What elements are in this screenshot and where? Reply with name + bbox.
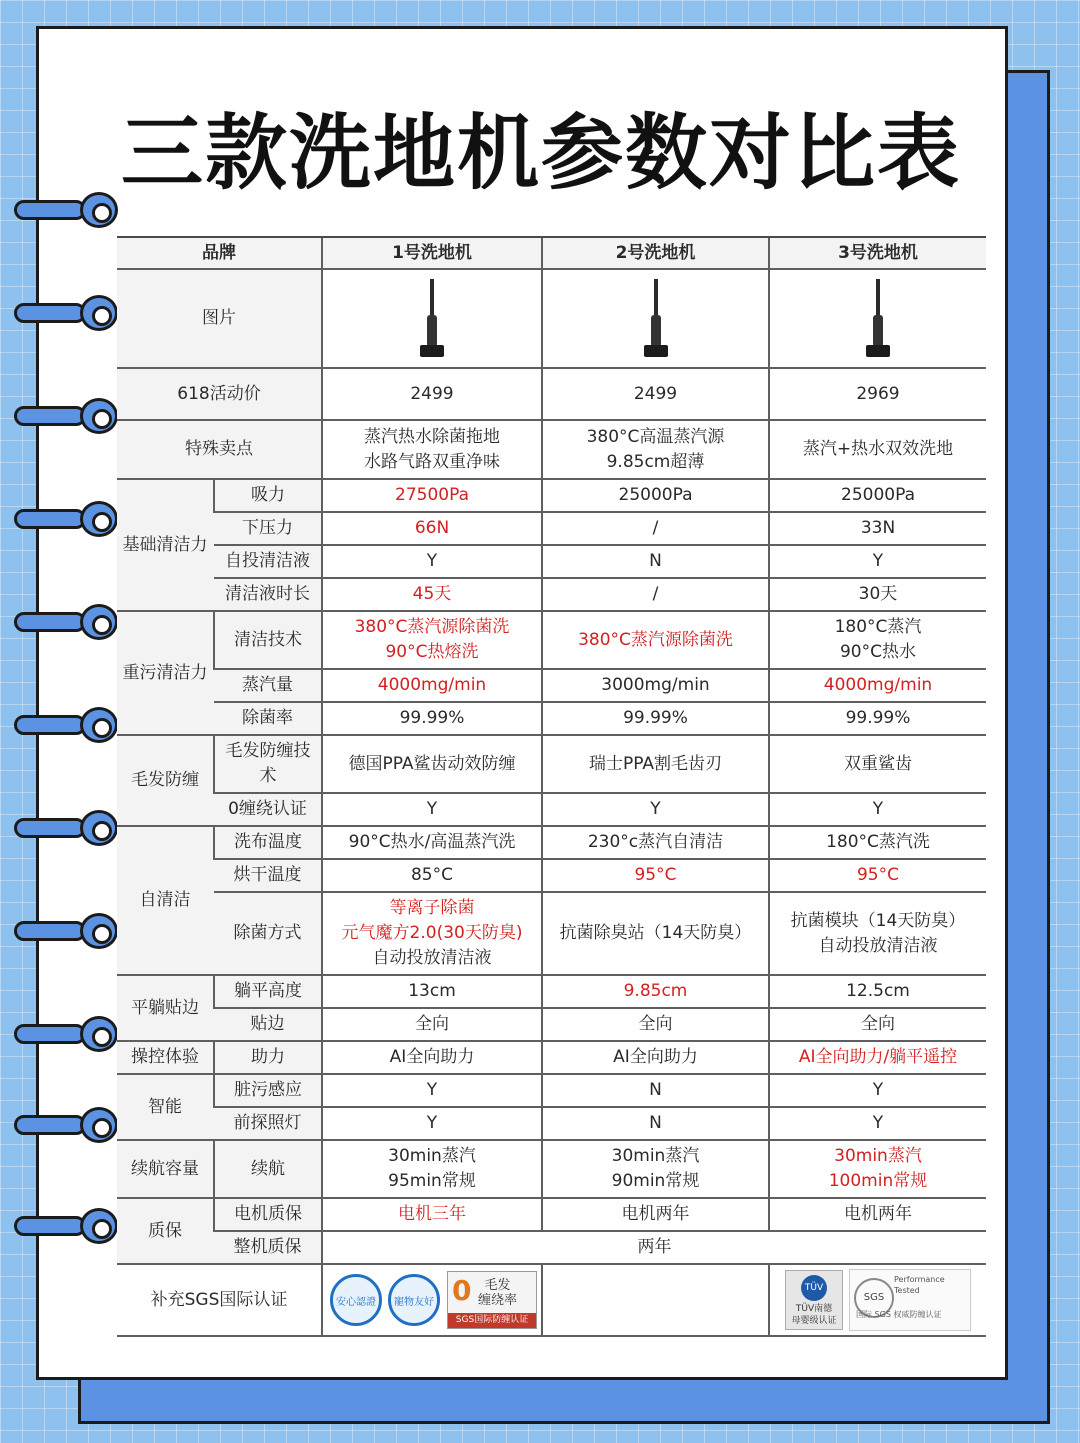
label-hair-anti: 毛发防缠技术 xyxy=(214,735,322,793)
flat-height-3: 12.5cm xyxy=(769,975,986,1008)
headlight-1: Y xyxy=(322,1107,542,1140)
dirt-sense-2: N xyxy=(542,1074,769,1107)
hair-anti-1: 德国PPA鲨齿动效防缠 xyxy=(322,735,542,793)
sgs-tangle-badge-icon: 0 毛发 缠绕率 SGS国际防缠认证 xyxy=(447,1271,537,1329)
label-fluid-time: 清洁液时长 xyxy=(214,578,322,611)
headlight-row xyxy=(117,1107,986,1140)
fluid-time-row xyxy=(117,578,986,611)
price-3: 2969 xyxy=(769,368,986,420)
tech-2: 380°C蒸汽源除菌洗 xyxy=(542,611,769,669)
pressure-1: 66N xyxy=(322,512,542,545)
steam-2: 3000mg/min xyxy=(542,669,769,702)
suction-3: 25000Pa xyxy=(769,479,986,512)
sterile-3: 99.99% xyxy=(769,702,986,735)
category-smart: 智能 xyxy=(117,1074,214,1140)
zero-tangle-row xyxy=(117,793,986,826)
selling-1: 蒸汽热水除菌拖地 水路气路双重净味 xyxy=(322,420,542,479)
battery-1: 30min蒸汽 95min常规 xyxy=(322,1140,542,1198)
wash-temp-2: 230°c蒸汽自清洁 xyxy=(542,826,769,859)
method-row xyxy=(117,892,986,975)
dry-temp-2: 95°C xyxy=(542,859,769,892)
wash-temp-row xyxy=(117,826,986,859)
category-warranty: 质保 xyxy=(117,1198,214,1264)
auto-fluid-3: Y xyxy=(769,545,986,578)
motor-warranty-2: 电机两年 xyxy=(542,1198,769,1231)
whole-warranty-row xyxy=(117,1231,986,1264)
pet-friendly-badge-icon: 寵物友好 xyxy=(388,1274,440,1326)
pressure-row xyxy=(117,512,986,545)
image-row xyxy=(117,269,986,368)
label-sterile: 除菌率 xyxy=(214,702,322,735)
product-image-3 xyxy=(769,269,986,368)
auto-fluid-row xyxy=(117,545,986,578)
headlight-2: N xyxy=(542,1107,769,1140)
row-label-image: 图片 xyxy=(117,269,322,368)
label-suction: 吸力 xyxy=(214,479,322,512)
steam-row xyxy=(117,669,986,702)
sterile-2: 99.99% xyxy=(542,702,769,735)
category-self-clean: 自清洁 xyxy=(117,826,214,975)
header-model-3: 3号洗地机 xyxy=(769,237,986,269)
zero-tangle-2: Y xyxy=(542,793,769,826)
category-control: 操控体验 xyxy=(117,1041,214,1074)
label-motor-warranty: 电机质保 xyxy=(214,1198,322,1231)
sterile-row xyxy=(117,702,986,735)
battery-2: 30min蒸汽 90min常规 xyxy=(542,1140,769,1198)
method-3: 抗菌模块（14天防臭） 自动投放清洁液 xyxy=(769,892,986,975)
flat-height-2: 9.85cm xyxy=(542,975,769,1008)
sgs-badges-2 xyxy=(542,1264,769,1336)
fluid-time-2: / xyxy=(542,578,769,611)
method-2: 抗菌除臭站（14天防臭） xyxy=(542,892,769,975)
edge-1: 全向 xyxy=(322,1008,542,1041)
sgs-row xyxy=(117,1264,986,1336)
suction-1: 27500Pa xyxy=(322,479,542,512)
headlight-3: Y xyxy=(769,1107,986,1140)
pressure-2: / xyxy=(542,512,769,545)
steam-3: 4000mg/min xyxy=(769,669,986,702)
dry-temp-row xyxy=(117,859,986,892)
price-2: 2499 xyxy=(542,368,769,420)
assist-3: AI全向助力/躺平遥控 xyxy=(769,1041,986,1074)
label-auto-fluid: 自投清洁液 xyxy=(214,545,322,578)
price-1: 2499 xyxy=(322,368,542,420)
category-flat: 平躺贴边 xyxy=(117,975,214,1041)
zero-tangle-3: Y xyxy=(769,793,986,826)
binder-ring xyxy=(14,1107,106,1143)
hair-anti-2: 瑞士PPA割毛齿刃 xyxy=(542,735,769,793)
sgs-badges-1 xyxy=(322,1264,542,1336)
wash-temp-3: 180°C蒸汽洗 xyxy=(769,826,986,859)
zero-tangle-1: Y xyxy=(322,793,542,826)
label-pressure: 下压力 xyxy=(214,512,322,545)
auto-fluid-2: N xyxy=(542,545,769,578)
binder-ring xyxy=(14,398,106,434)
flat-height-1: 13cm xyxy=(322,975,542,1008)
product-image-2 xyxy=(542,269,769,368)
suction-row xyxy=(117,479,986,512)
page-title: 三款洗地机参数对比表 xyxy=(120,106,961,201)
wash-temp-1: 90°C热水/高温蒸汽洗 xyxy=(322,826,542,859)
category-battery: 续航容量 xyxy=(117,1140,214,1198)
label-wash-temp: 洗布温度 xyxy=(214,826,322,859)
hair-anti-row xyxy=(117,735,986,793)
dirt-sense-3: Y xyxy=(769,1074,986,1107)
binder-ring xyxy=(14,707,106,743)
edge-3: 全向 xyxy=(769,1008,986,1041)
comparison-table xyxy=(117,236,986,1337)
label-steam: 蒸汽量 xyxy=(214,669,322,702)
selling-3: 蒸汽+热水双效洗地 xyxy=(769,420,986,479)
label-headlight: 前探照灯 xyxy=(214,1107,322,1140)
header-brand: 品牌 xyxy=(117,237,322,269)
hair-anti-3: 双重鲨齿 xyxy=(769,735,986,793)
edge-2: 全向 xyxy=(542,1008,769,1041)
label-method: 除菌方式 xyxy=(214,892,322,975)
sgs-performance-badge-icon: SGS Performance Tested 国际 SGS 权威防缠认证 xyxy=(849,1269,971,1331)
price-row xyxy=(117,368,986,420)
selling-2: 380°C高温蒸汽源 9.85cm超薄 xyxy=(542,420,769,479)
tech-1: 380°C蒸汽源除菌洗 90°C热熔洗 xyxy=(322,611,542,669)
binder-ring xyxy=(14,501,106,537)
binder-ring xyxy=(14,1016,106,1052)
sgs-badges-3 xyxy=(769,1264,986,1336)
label-dry-temp: 烘干温度 xyxy=(214,859,322,892)
category-heavy: 重污清洁力 xyxy=(117,611,214,735)
assist-1: AI全向助力 xyxy=(322,1041,542,1074)
dirt-sense-row xyxy=(117,1074,986,1107)
category-basic: 基础清洁力 xyxy=(117,479,214,611)
whole-warranty-value: 两年 xyxy=(322,1231,986,1264)
steam-1: 4000mg/min xyxy=(322,669,542,702)
row-label-price: 618活动价 xyxy=(117,368,322,420)
tech-3: 180°C蒸汽 90°C热水 xyxy=(769,611,986,669)
flat-height-row xyxy=(117,975,986,1008)
label-zero-tangle: 0缠绕认证 xyxy=(214,793,322,826)
dry-temp-3: 95°C xyxy=(769,859,986,892)
binder-ring xyxy=(14,604,106,640)
tuv-badge-icon: TÜV TÜV南德 母婴级认证 xyxy=(785,1270,843,1330)
motor-warranty-row xyxy=(117,1198,986,1231)
fluid-time-3: 30天 xyxy=(769,578,986,611)
label-battery: 续航 xyxy=(214,1140,322,1198)
sterile-1: 99.99% xyxy=(322,702,542,735)
motor-warranty-3: 电机两年 xyxy=(769,1198,986,1231)
battery-3: 30min蒸汽 100min常规 xyxy=(769,1140,986,1198)
row-label-selling: 特殊卖点 xyxy=(117,420,322,479)
fluid-time-1: 45天 xyxy=(322,578,542,611)
selling-row xyxy=(117,420,986,479)
dirt-sense-1: Y xyxy=(322,1074,542,1107)
header-model-1: 1号洗地机 xyxy=(322,237,542,269)
label-tech: 清洁技术 xyxy=(214,611,322,669)
suction-2: 25000Pa xyxy=(542,479,769,512)
pressure-3: 33N xyxy=(769,512,986,545)
binder-ring xyxy=(14,913,106,949)
auto-fluid-1: Y xyxy=(322,545,542,578)
label-edge: 贴边 xyxy=(214,1008,322,1041)
binder-ring xyxy=(14,810,106,846)
method-1: 等离子除菌 元气魔方2.0(30天防臭) 自动投放清洁液 xyxy=(322,892,542,975)
edge-row xyxy=(117,1008,986,1041)
assist-2: AI全向助力 xyxy=(542,1041,769,1074)
dry-temp-1: 85°C xyxy=(322,859,542,892)
product-image-1 xyxy=(322,269,542,368)
battery-row xyxy=(117,1140,986,1198)
header-model-2: 2号洗地机 xyxy=(542,237,769,269)
label-flat-height: 躺平高度 xyxy=(214,975,322,1008)
row-label-sgs: 补充SGS国际认证 xyxy=(117,1264,322,1336)
binder-ring xyxy=(14,295,106,331)
label-dirt-sense: 脏污感应 xyxy=(214,1074,322,1107)
safe-cert-badge-icon: 安心認證 xyxy=(330,1274,382,1326)
category-hair: 毛发防缠 xyxy=(117,735,214,826)
control-row xyxy=(117,1041,986,1074)
tech-row xyxy=(117,611,986,669)
label-assist: 助力 xyxy=(214,1041,322,1074)
label-whole-warranty: 整机质保 xyxy=(214,1231,322,1264)
motor-warranty-1: 电机三年 xyxy=(322,1198,542,1231)
header-row xyxy=(117,237,986,269)
binder-ring xyxy=(14,1208,106,1244)
